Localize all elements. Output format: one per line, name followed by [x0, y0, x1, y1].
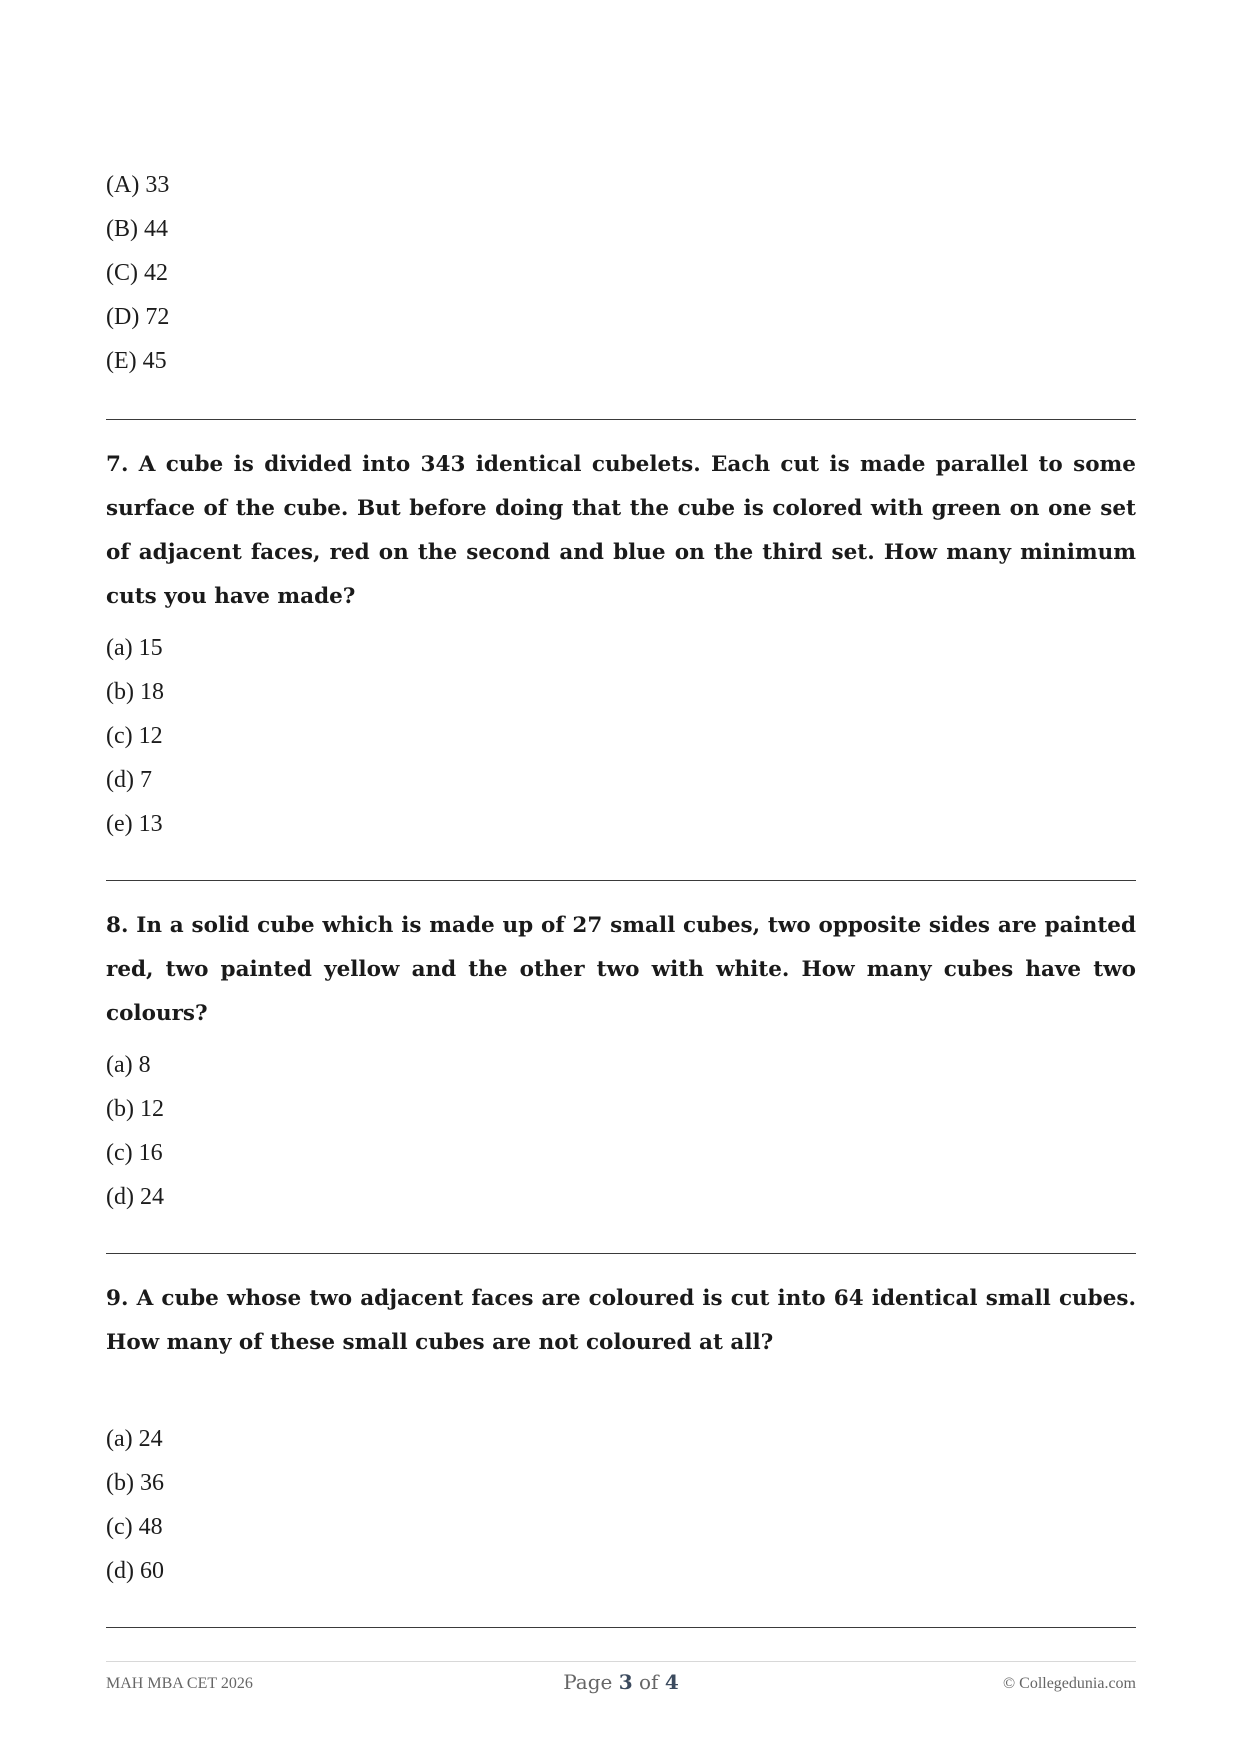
option-d: (d) 60	[106, 1558, 164, 1584]
option-e: (e) 13	[106, 811, 163, 837]
option-d: (D) 72	[106, 304, 170, 330]
option-b: (b) 18	[106, 679, 164, 705]
footer-exam-name: MAH MBA CET 2026	[106, 1675, 253, 1692]
option-a: (a) 8	[106, 1052, 151, 1078]
option-a: (A) 33	[106, 172, 170, 198]
page-label: Page	[563, 1670, 613, 1694]
option-c: (c) 48	[106, 1514, 163, 1540]
question-7-text: 7. A cube is divided into 343 identical cubelets. Each cut is made parallel to some surface of the cube. But before doing that the cube is colored with green on one set of adjacent faces, red on the second and blue on the third set. How many minimum cuts you have made?	[106, 452, 1136, 609]
question-7-options	[106, 626, 164, 846]
option-a: (a) 24	[106, 1426, 163, 1452]
page-of-label: of	[639, 1670, 659, 1694]
document-page	[106, 0, 1136, 1754]
question-9-options	[106, 1417, 164, 1593]
option-c: (C) 42	[106, 260, 168, 286]
option-c: (c) 12	[106, 723, 163, 749]
prev-question-options	[106, 163, 169, 383]
divider	[106, 1253, 1136, 1254]
footer-copyright: © Collegedunia.com	[1002, 1675, 1136, 1692]
option-d: (d) 7	[106, 767, 152, 793]
page-number	[106, 1667, 1136, 1697]
question-8-options	[106, 1043, 164, 1219]
page-total: 4	[664, 1670, 679, 1694]
option-b: (b) 36	[106, 1470, 164, 1496]
question-9-text: 9. A cube whose two adjacent faces are coloured is cut into 64 identical small cubes. How many of these small cubes are not coloured at all?	[106, 1286, 1136, 1355]
option-a: (a) 15	[106, 635, 163, 661]
option-b: (B) 44	[106, 216, 168, 242]
page-current: 3	[618, 1670, 633, 1694]
question-8-text: 8. In a solid cube which is made up of 27 small cubes, two opposite sides are painted red, two painted yellow and the other two with white. How many cubes have two colours?	[106, 913, 1136, 1026]
divider	[106, 1627, 1136, 1628]
option-b: (b) 12	[106, 1096, 164, 1122]
footer-rule	[106, 1661, 1136, 1662]
option-e: (E) 45	[106, 348, 167, 374]
option-d: (d) 24	[106, 1184, 164, 1210]
option-c: (c) 16	[106, 1140, 163, 1166]
divider	[106, 419, 1136, 420]
divider	[106, 880, 1136, 881]
